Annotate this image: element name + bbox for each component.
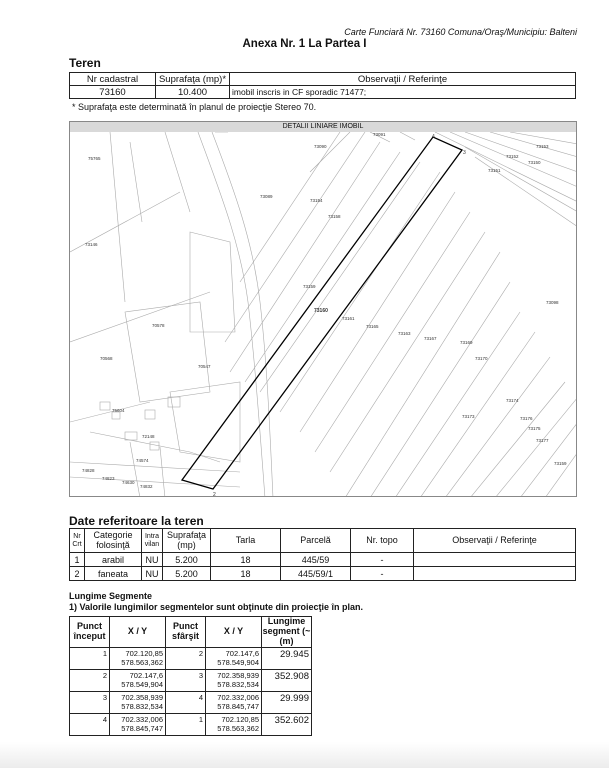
segments-header-row xyxy=(70,617,312,648)
parcel-label: 73091 xyxy=(373,132,386,137)
column-header: Punct început xyxy=(70,617,110,648)
end-xy-cell xyxy=(206,714,262,736)
parcel-label: 74832 xyxy=(140,484,153,489)
parcel-label: 73090 xyxy=(314,144,327,149)
column-header: Nr Crt xyxy=(70,529,85,553)
parcel-label: 73150 xyxy=(528,160,541,165)
parcel-label: 74630 xyxy=(122,480,135,485)
start-xy-cell xyxy=(110,692,166,714)
parcela-cell: 445/59 xyxy=(281,553,351,567)
column-header: Nr cadastral xyxy=(70,73,156,86)
parcel-label: 73163 xyxy=(398,331,411,336)
segments-title: Lungime Segmente xyxy=(69,591,153,601)
table-row xyxy=(70,86,576,99)
parcel-label: 73089 xyxy=(260,194,273,199)
parcela-cell: 445/59/1 xyxy=(281,567,351,581)
length-cell: 29.999 xyxy=(262,692,312,714)
column-header: Tarla xyxy=(211,529,281,553)
parcel-label: 73169 xyxy=(460,340,473,345)
teren-table xyxy=(69,72,576,99)
column-header: Intra vilan xyxy=(142,529,163,553)
table-row xyxy=(70,692,312,714)
parcel-label: 73098 xyxy=(546,300,559,305)
neighbor-parcel-lines xyxy=(70,132,577,497)
topo-cell: - xyxy=(351,553,414,567)
x-value: 702.332,006 xyxy=(217,693,259,702)
nr-cadastral-cell: 73160 xyxy=(70,86,156,99)
start-xy-cell xyxy=(110,714,166,736)
start-point-cell: 3 xyxy=(70,692,110,714)
vertex-label: 4 xyxy=(432,134,435,140)
suprafata-cell: 5.200 xyxy=(163,567,211,581)
parcel-label: 73153 xyxy=(536,144,549,149)
end-point-cell: 4 xyxy=(166,692,206,714)
column-header: Observaţii / Referinţe xyxy=(414,529,576,553)
projection-note: * Suprafaţa este determinată în planul de proiecţie Stereo 70. xyxy=(72,102,317,112)
page-bottom-edge xyxy=(0,742,609,768)
length-cell: 352.908 xyxy=(262,670,312,692)
parcel-label: 73154 xyxy=(310,198,323,203)
parcel-label: 72148 xyxy=(142,434,155,439)
intravilan-cell: NU xyxy=(142,567,163,581)
parcel-label: 73170 xyxy=(475,356,488,361)
x-value: 702.358,939 xyxy=(217,671,259,680)
intravilan-cell: NU xyxy=(142,553,163,567)
x-value: 702.120,85 xyxy=(125,649,163,658)
land-use-header-row xyxy=(70,529,576,553)
start-point-cell: 1 xyxy=(70,648,110,670)
column-header: Observaţii / Referinţe xyxy=(230,73,576,86)
categorie-cell: faneata xyxy=(85,567,142,581)
x-value: 702.120,85 xyxy=(221,715,259,724)
y-value: 578.549,904 xyxy=(121,680,163,689)
parcel-label: 74574 xyxy=(136,458,149,463)
parcel-label: 73175 xyxy=(528,426,541,431)
parcel-label: 75604 xyxy=(112,408,125,413)
column-header: Parcelă xyxy=(281,529,351,553)
vertex-label: 3 xyxy=(463,150,466,156)
x-value: 702.358,939 xyxy=(121,693,163,702)
length-cell: 352.602 xyxy=(262,714,312,736)
column-header: Suprafaţa (mp) xyxy=(163,529,211,553)
segments-subtitle: 1) Valorile lungimilor segmentelor sunt obţinute din proiecţie în plan. xyxy=(69,602,364,612)
x-value: 702.147,6 xyxy=(129,671,163,680)
observatii-cell xyxy=(414,567,576,581)
column-header: Categorie folosinţă xyxy=(85,529,142,553)
parcel-label: 70578 xyxy=(152,323,165,328)
document-header: Carte Funciară Nr. 73160 Comuna/Oraş/Municipiu: Balteni xyxy=(344,27,577,37)
parcel-label: 73161 xyxy=(342,316,355,321)
observatii-cell: imobil inscris in CF sporadic 71477; xyxy=(230,86,576,99)
end-point-cell: 3 xyxy=(166,670,206,692)
start-xy-cell xyxy=(110,670,166,692)
parcel-labels xyxy=(82,132,567,489)
column-header: Nr. topo xyxy=(351,529,414,553)
teren-header-row xyxy=(70,73,576,86)
suprafata-cell: 10.400 xyxy=(156,86,230,99)
y-value: 578.563,362 xyxy=(121,658,163,667)
table-row xyxy=(70,648,312,670)
parcel-label: 73151 xyxy=(488,168,501,173)
land-use-table xyxy=(69,528,576,581)
parcel-label: 73152 xyxy=(506,154,519,159)
map-title: DETALII LINIARE IMOBIL xyxy=(70,122,576,132)
parcel-label: 70547 xyxy=(198,364,211,369)
parcel-label: 73165 xyxy=(366,324,379,329)
parcel-label: 73176 xyxy=(520,416,533,421)
cadastral-map-drawing xyxy=(70,132,577,497)
end-point-cell: 2 xyxy=(166,648,206,670)
categorie-cell: arabil xyxy=(85,553,142,567)
y-value: 578.563,362 xyxy=(217,724,259,733)
x-value: 702.332,006 xyxy=(121,715,163,724)
y-value: 578.832,534 xyxy=(121,702,163,711)
table-row xyxy=(70,553,576,567)
parcel-label: 73177 xyxy=(536,438,549,443)
parcel-label: 73173 xyxy=(462,414,475,419)
suprafata-cell: 5.200 xyxy=(163,553,211,567)
observatii-cell xyxy=(414,553,576,567)
y-value: 578.845,747 xyxy=(121,724,163,733)
date-teren-title: Date referitoare la teren xyxy=(69,514,204,528)
column-header: X / Y xyxy=(206,617,262,648)
parcel-label: 74828 xyxy=(82,468,95,473)
vertex-label: 2 xyxy=(213,492,216,498)
y-value: 578.845,747 xyxy=(217,702,259,711)
table-row xyxy=(70,714,312,736)
column-header: X / Y xyxy=(110,617,166,648)
parcel-map xyxy=(69,121,577,497)
teren-section-title: Teren xyxy=(69,56,101,70)
nr-cell: 2 xyxy=(70,567,85,581)
parcel-label: 73158 xyxy=(328,214,341,219)
topo-cell: - xyxy=(351,567,414,581)
table-row xyxy=(70,670,312,692)
end-xy-cell xyxy=(206,670,262,692)
parcel-label: 75765 xyxy=(88,156,101,161)
main-parcel-label: 73160 xyxy=(314,308,328,314)
length-cell: 29.945 xyxy=(262,648,312,670)
end-point-cell: 1 xyxy=(166,714,206,736)
start-point-cell: 2 xyxy=(70,670,110,692)
end-xy-cell xyxy=(206,692,262,714)
column-header: Punct sfârşit xyxy=(166,617,206,648)
start-xy-cell xyxy=(110,648,166,670)
parcel-label: 73159 xyxy=(554,461,567,466)
nr-cell: 1 xyxy=(70,553,85,567)
start-point-cell: 4 xyxy=(70,714,110,736)
parcel-label: 73167 xyxy=(424,336,437,341)
segments-table xyxy=(69,616,312,736)
parcel-label: 73174 xyxy=(506,398,519,403)
parcel-label: 73146 xyxy=(85,242,98,247)
parcel-label: 70568 xyxy=(100,356,113,361)
table-row xyxy=(70,567,576,581)
column-header: Suprafaţa (mp)* xyxy=(156,73,230,86)
parcel-label: 74823 xyxy=(102,476,115,481)
y-value: 578.832,534 xyxy=(217,680,259,689)
segments-heading xyxy=(69,591,363,613)
x-value: 702.147,6 xyxy=(225,649,259,658)
parcel-label: 73159 xyxy=(303,284,316,289)
y-value: 578.549,904 xyxy=(217,658,259,667)
tarla-cell: 18 xyxy=(211,567,281,581)
column-header: Lungime segment (~ (m) xyxy=(262,616,311,646)
vertex-labels xyxy=(213,134,466,497)
end-xy-cell xyxy=(206,648,262,670)
tarla-cell: 18 xyxy=(211,553,281,567)
annex-title: Anexa Nr. 1 La Partea I xyxy=(242,38,367,50)
